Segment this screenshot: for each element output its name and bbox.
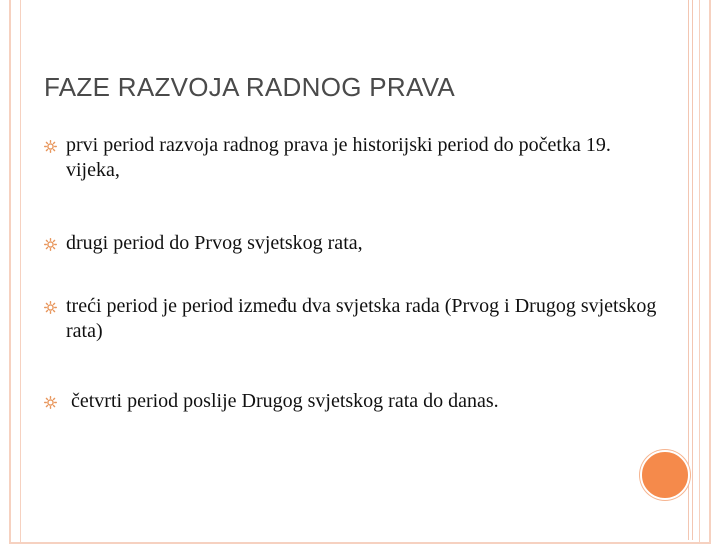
sun-icon [44,301,57,314]
list-item [44,389,664,414]
bullet-text: drugi period do Prvog svjetskog rata, [66,232,363,254]
bullet-text: četvrti period poslije Drugog svjetskog rata do danas. [71,390,499,412]
list-item [44,133,664,183]
decorative-rule [688,0,689,540]
bullet-text: prvi period razvoja radnog prava je historijski period do početka 19. vijeka, [66,134,611,181]
sun-icon [44,396,57,409]
sun-icon [44,238,57,251]
list-item [44,294,664,344]
decorative-circle [640,450,690,500]
bullet-text: treći period je period između dva svjetska rada (Prvog i Drugog svjetskog rata) [66,295,657,342]
list-item [44,231,664,256]
bullet-list [44,130,664,414]
slide-title: FAZE RAZVOJA RADNOG PRAVA [44,72,456,102]
decorative-rule [692,0,693,540]
sun-icon [44,140,57,153]
